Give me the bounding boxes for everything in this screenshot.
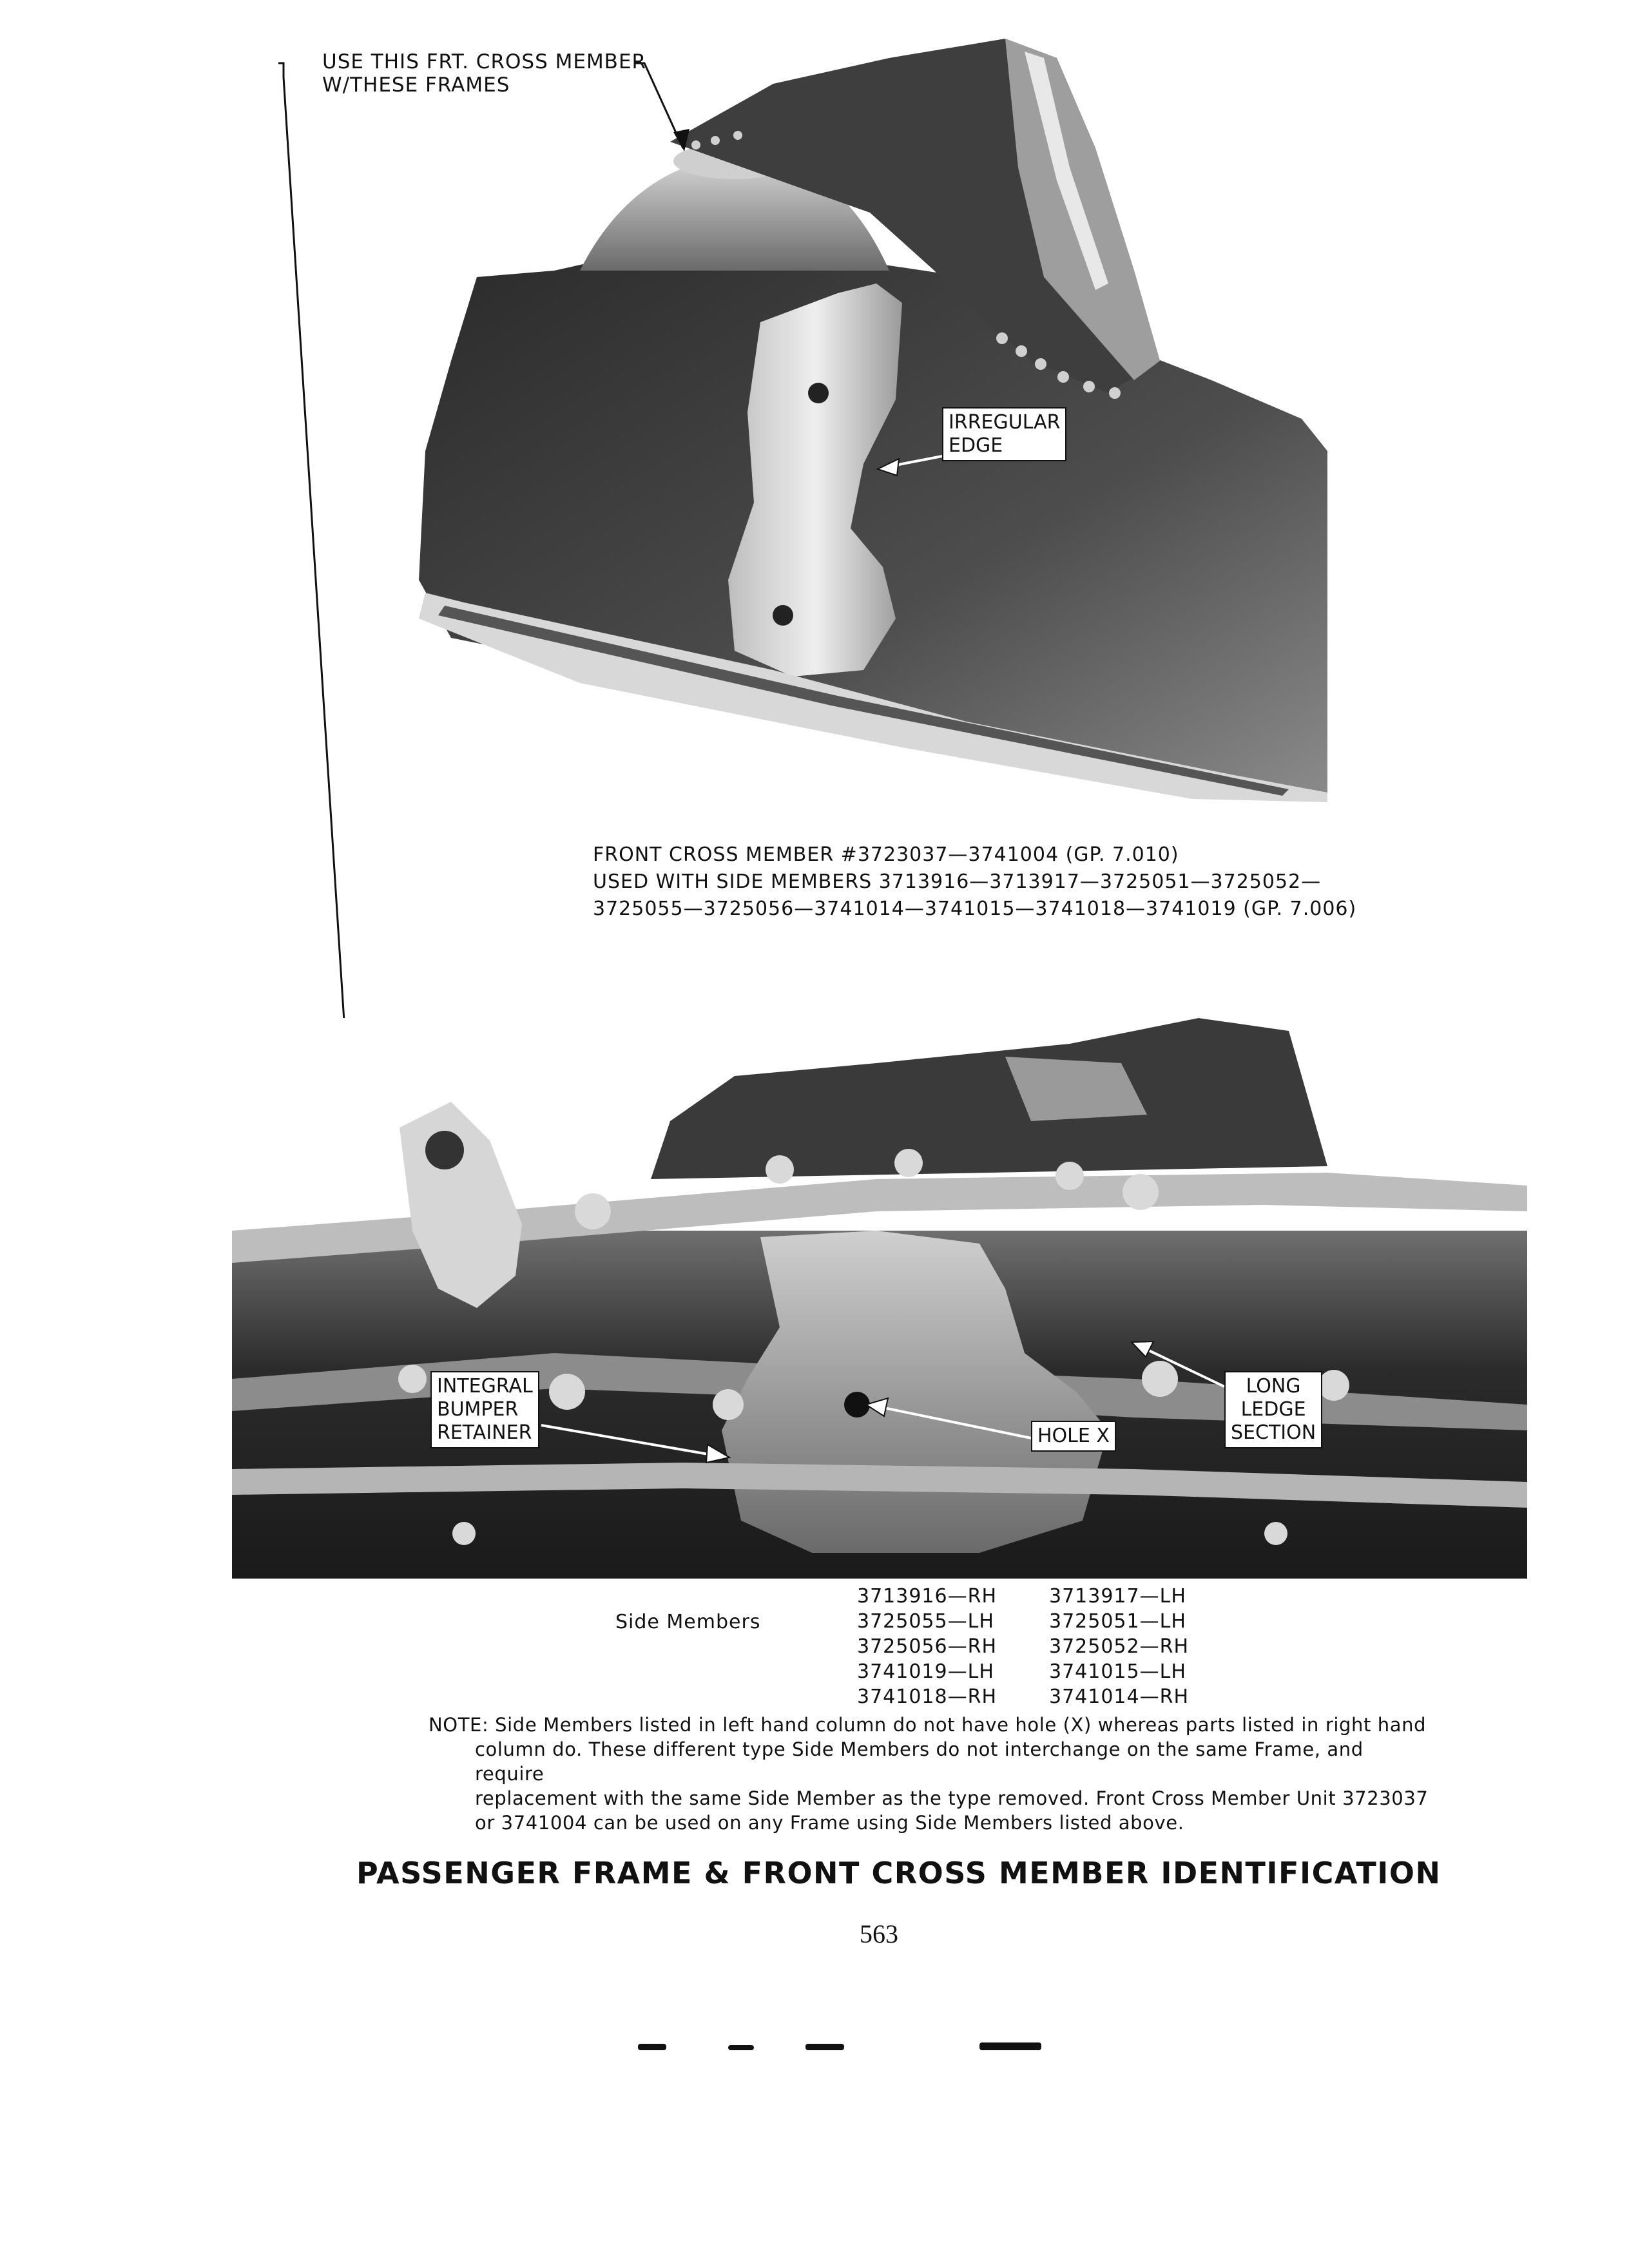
page-title: PASSENGER FRAME & FRONT CROSS MEMBER IDENTIFICATION xyxy=(356,1856,1441,1890)
callout-hole-x: HOLE X xyxy=(1031,1421,1116,1452)
callout-use-this-cross-member: USE THIS FRT. CROSS MEMBER W/THESE FRAMES xyxy=(322,50,647,97)
note-line: or 3741004 can be used on any Frame using Side Members listed above. xyxy=(475,1812,1184,1834)
table-cell: 3713917—LH xyxy=(1049,1585,1186,1608)
side-members-right-column xyxy=(1049,1584,1189,1709)
arrowhead-icon xyxy=(1132,1341,1153,1357)
table-cell: 3741018—RH xyxy=(857,1686,998,1708)
caption-line-1: FRONT CROSS MEMBER #3723037—3741004 (GP. 7.010) xyxy=(593,843,1179,866)
scan-artifacts xyxy=(0,2030,1629,2068)
table-cell: 3741014—RH xyxy=(1049,1686,1190,1708)
note-line: column do. These different type Side Members do not interchange on the same Frame, and require xyxy=(475,1738,1364,1785)
callout-irregular-edge: IRREGULAR EDGE xyxy=(942,407,1066,461)
note-paragraph xyxy=(429,1713,1434,1835)
table-cell: 3725055—LH xyxy=(857,1610,994,1633)
table-cell: 3725051—LH xyxy=(1049,1610,1186,1633)
caption-line-2: USED WITH SIDE MEMBERS 3713916—3713917—3725051—3725052— xyxy=(593,870,1322,893)
note-line: NOTE: Side Members listed in left hand column do not have hole (X) whereas parts listed in right hand xyxy=(429,1714,1427,1736)
table-cell: 3725056—RH xyxy=(857,1635,998,1658)
table-cell: 3741015—LH xyxy=(1049,1660,1186,1683)
side-members-table xyxy=(0,1584,1629,1713)
arrowhead-icon xyxy=(706,1445,729,1463)
table-cell: 3725052—RH xyxy=(1049,1635,1190,1658)
callout-long-ledge-section: LONG LEDGE SECTION xyxy=(1224,1371,1322,1448)
note-line: replacement with the same Side Member as the type removed. Front Cross Member Unit 3723037 xyxy=(475,1787,1429,1809)
arrowhead-icon xyxy=(866,1398,888,1416)
page-number: 563 xyxy=(860,1919,898,1948)
side-members-label: Side Members xyxy=(615,1611,761,1633)
side-members-left-column xyxy=(857,1584,997,1709)
table-cell: 3741019—LH xyxy=(857,1660,994,1683)
table-cell: 3713916—RH xyxy=(857,1585,998,1608)
caption-line-3: 3725055—3725056—3741014—3741015—3741018—3741019 (GP. 7.006) xyxy=(593,898,1357,920)
callout-integral-bumper-retainer: INTEGRAL BUMPER RETAINER xyxy=(430,1371,539,1448)
